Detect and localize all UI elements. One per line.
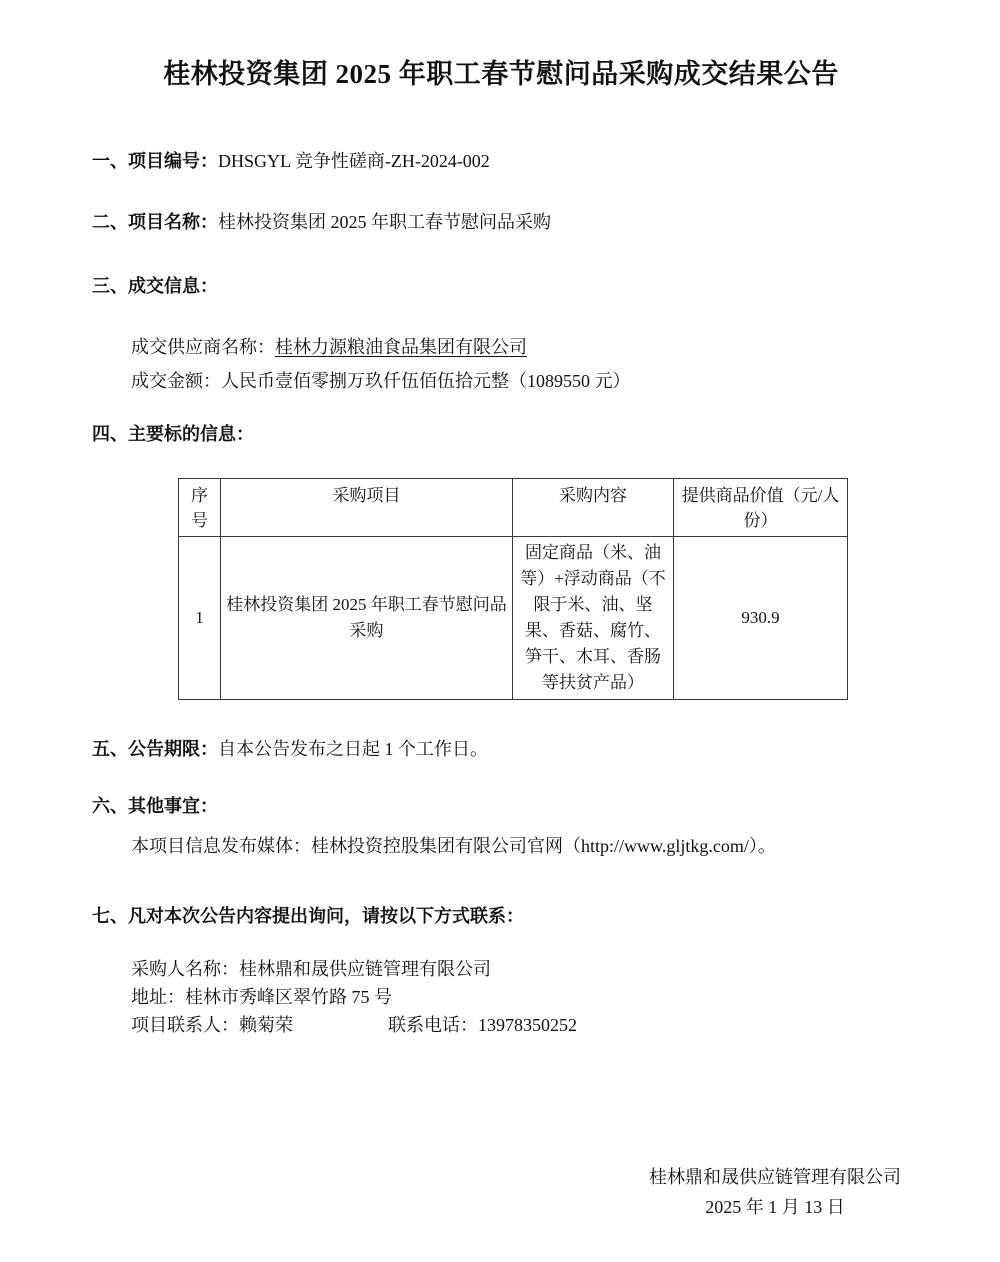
amount-line: 成交金额：人民币壹佰零捌万玖仟伍佰伍拾元整（1089550 元） — [131, 371, 631, 392]
contact-phone: 联系电话：13978350252 — [388, 1015, 577, 1036]
signature-date: 2025 年 1 月 13 日 — [705, 1197, 845, 1218]
section-award-info-heading — [92, 273, 910, 299]
section-contact-heading — [92, 903, 910, 929]
page-title: 桂林投资集团 2025 年职工春节慰问品采购成交结果公告 — [163, 59, 839, 89]
header-seq: 序号 — [179, 479, 221, 537]
supplier-name: 桂林力源粮油食品集团有限公司 — [275, 337, 527, 358]
section-announcement-period — [92, 736, 910, 762]
header-project: 采购项目 — [221, 479, 513, 537]
project-number-label: 一、项目编号： — [92, 151, 218, 172]
signature-block — [595, 1162, 955, 1222]
header-value: 提供商品价值（元/人份） — [674, 479, 848, 537]
award-info-label: 三、成交信息： — [92, 276, 218, 297]
other-matters-label: 六、其他事宜： — [92, 796, 218, 817]
table-header-row — [179, 479, 848, 537]
cell-seq: 1 — [179, 537, 221, 700]
contact-block — [131, 955, 910, 1039]
project-name-value: 桂林投资集团 2025 年职工春节慰问品采购 — [218, 212, 551, 233]
signature-company: 桂林鼎和晟供应链管理有限公司 — [649, 1167, 901, 1188]
contact-line — [131, 1011, 910, 1039]
purchaser-line: 采购人名称：桂林鼎和晟供应链管理有限公司 — [131, 959, 491, 980]
contact-person: 项目联系人：赖菊荣 — [131, 1015, 293, 1036]
header-content: 采购内容 — [513, 479, 674, 537]
table-row — [179, 537, 848, 700]
section-project-number — [92, 148, 910, 174]
section-project-name — [92, 209, 910, 235]
contact-heading-label: 七、凡对本次公告内容提出询问，请按以下方式联系： — [92, 906, 524, 927]
section-subject-info-heading — [92, 421, 910, 447]
announcement-period-value: 自本公告发布之日起 1 个工作日。 — [218, 739, 488, 760]
address-line: 地址：桂林市秀峰区翠竹路 75 号 — [131, 987, 392, 1008]
project-number-value: DHSGYL 竞争性磋商-ZH-2024-002 — [218, 151, 490, 172]
cell-value: 930.9 — [674, 537, 848, 700]
supplier-line — [131, 334, 910, 360]
supplier-label: 成交供应商名称： — [131, 337, 275, 358]
subject-info-label: 四、主要标的信息： — [92, 424, 254, 445]
project-name-label: 二、项目名称： — [92, 212, 218, 233]
media-line: 本项目信息发布媒体：桂林投资控股集团有限公司官网（http://www.gljtkg.com/）。 — [131, 836, 776, 857]
announcement-period-label: 五、公告期限： — [92, 739, 218, 760]
cell-content: 固定商品（米、油等）+浮动商品（不限于米、油、坚果、香菇、腐竹、笋干、木耳、香肠等扶贫产品） — [513, 537, 674, 700]
subject-info-table — [178, 478, 848, 700]
cell-project: 桂林投资集团 2025 年职工春节慰问品采购 — [221, 537, 513, 700]
section-other-matters-heading — [92, 793, 910, 819]
